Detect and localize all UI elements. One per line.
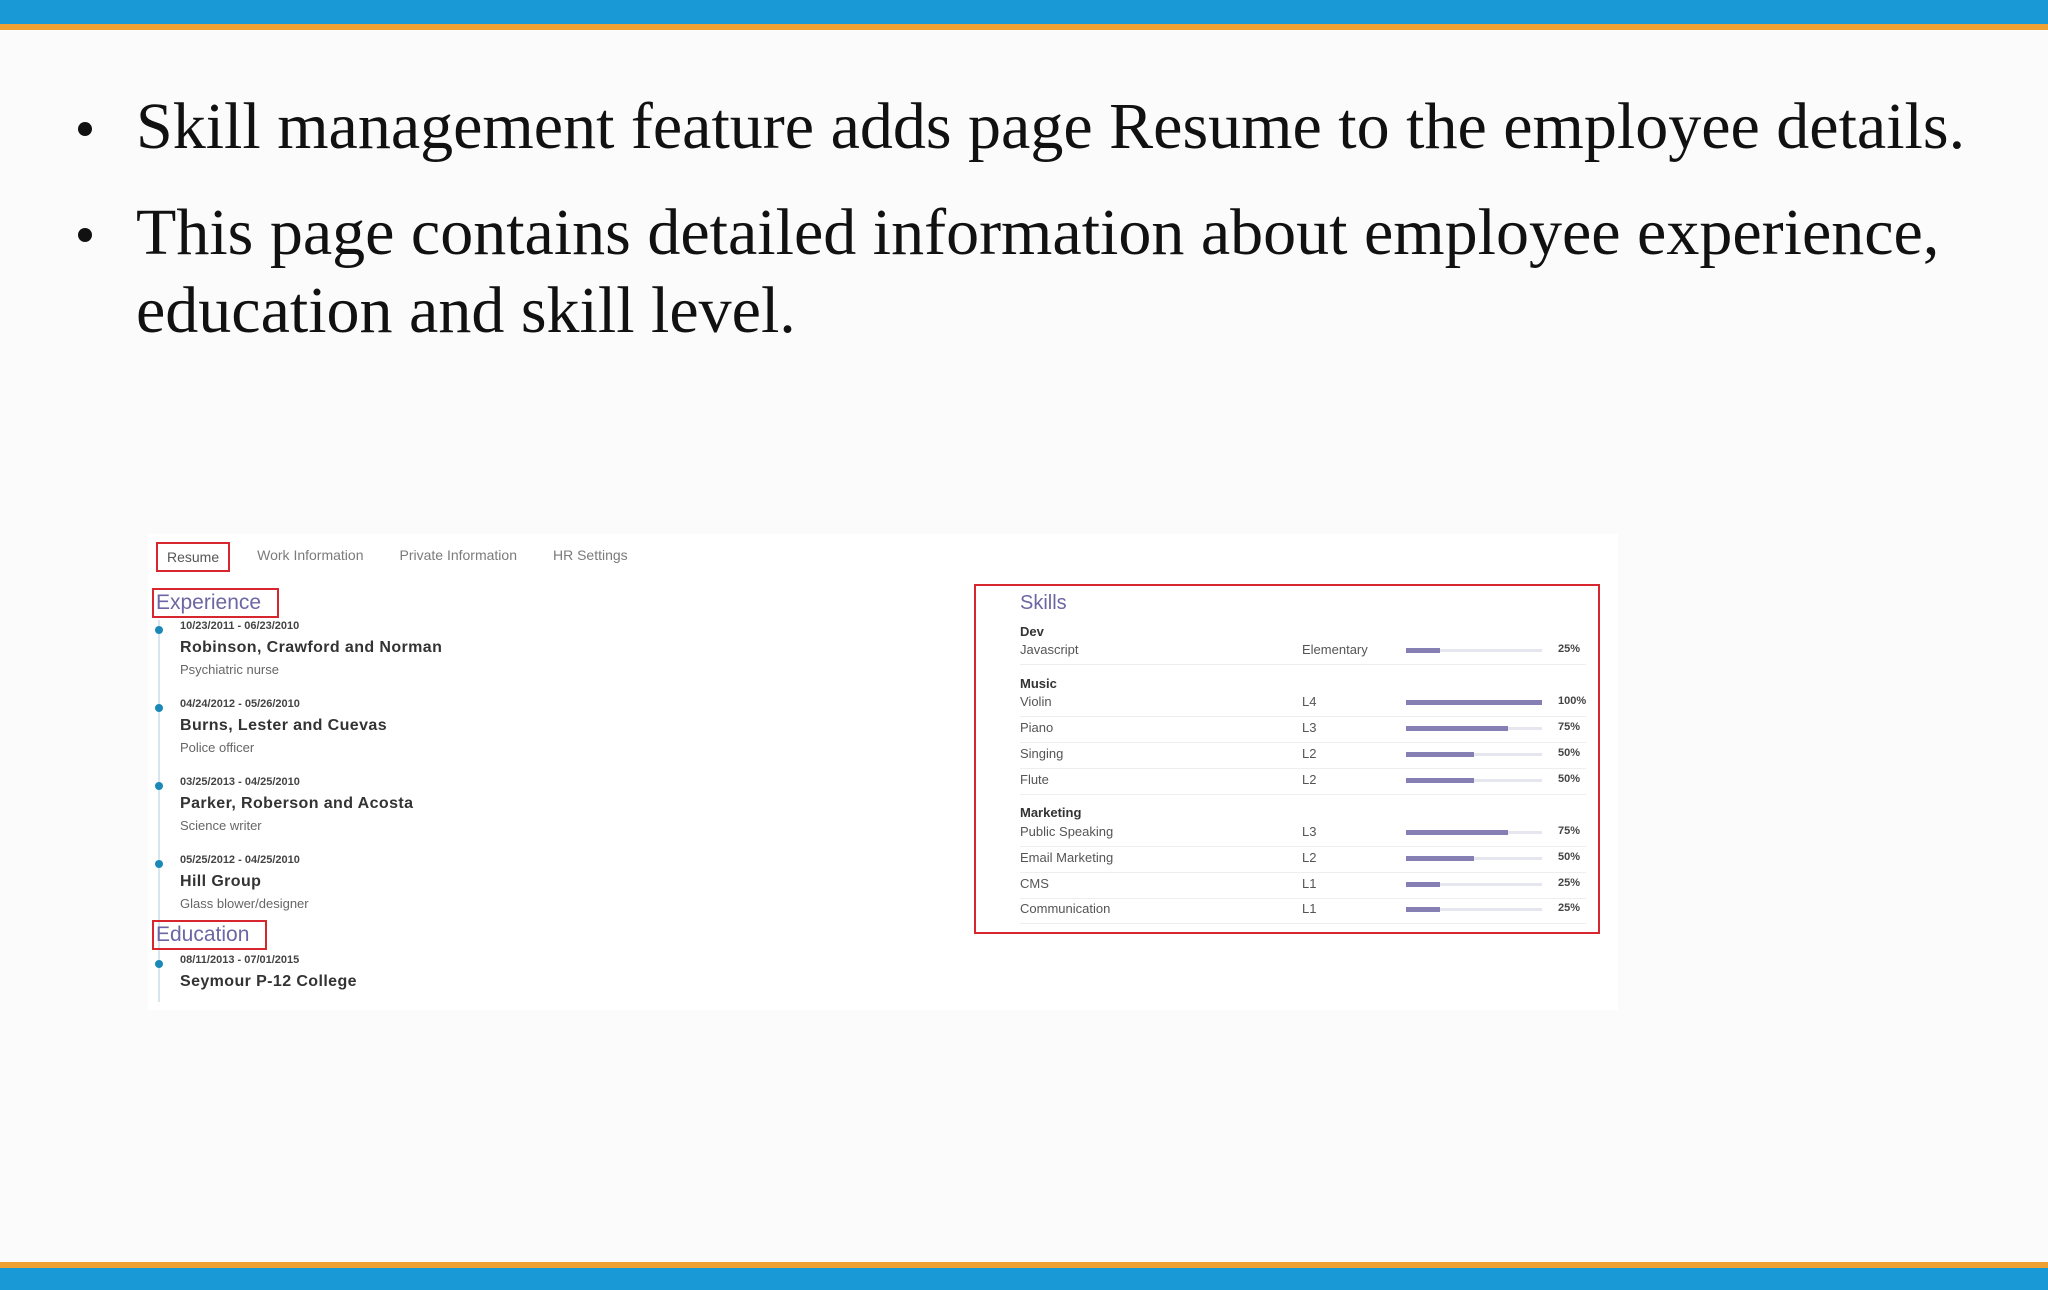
skill-percent: 25% bbox=[1558, 902, 1581, 914]
entry-date: 03/25/2013 - 04/25/2010 bbox=[180, 776, 300, 788]
skill-progress-bar bbox=[1406, 753, 1542, 756]
entry-date: 10/23/2011 - 06/23/2010 bbox=[180, 620, 300, 632]
bottom-banner bbox=[0, 1262, 2048, 1290]
skill-progress-fill bbox=[1406, 907, 1440, 912]
skill-progress-fill bbox=[1406, 700, 1542, 705]
entry-organization: Robinson, Crawford and Norman bbox=[180, 639, 443, 656]
skill-progress-fill bbox=[1406, 882, 1440, 887]
entry-date: 08/11/2013 - 07/01/2015 bbox=[180, 954, 300, 966]
skill-name: Javascript bbox=[1020, 642, 1079, 657]
skill-name: Singing bbox=[1020, 746, 1064, 761]
skill-row bbox=[1020, 718, 1586, 743]
entry-organization: Parker, Roberson and Acosta bbox=[180, 795, 414, 812]
skill-percent: 25% bbox=[1558, 643, 1581, 655]
skill-name: Email Marketing bbox=[1020, 850, 1114, 865]
skill-progress-bar bbox=[1406, 908, 1542, 911]
skill-progress-bar bbox=[1406, 727, 1542, 730]
skill-group-music: Music bbox=[1020, 676, 1057, 691]
skill-progress-bar bbox=[1406, 779, 1542, 782]
top-banner bbox=[0, 0, 2048, 30]
skill-progress-fill bbox=[1406, 830, 1508, 835]
skill-percent: 25% bbox=[1558, 877, 1581, 889]
skill-name: Piano bbox=[1020, 720, 1054, 735]
skill-progress-fill bbox=[1406, 856, 1474, 861]
skill-percent: 100% bbox=[1558, 695, 1587, 707]
skill-row bbox=[1020, 744, 1586, 769]
skill-row bbox=[1020, 874, 1586, 899]
tab-bar bbox=[156, 542, 655, 570]
bullet-dot bbox=[78, 122, 92, 136]
skill-progress-bar bbox=[1406, 831, 1542, 834]
skill-progress-bar bbox=[1406, 649, 1542, 652]
skill-row bbox=[1020, 822, 1586, 847]
entry-role: Psychiatric nurse bbox=[180, 662, 279, 677]
skill-level: L3 bbox=[1302, 720, 1317, 735]
skill-percent: 50% bbox=[1558, 747, 1581, 759]
skill-level: L2 bbox=[1302, 850, 1317, 865]
skill-percent: 75% bbox=[1558, 825, 1581, 837]
entry-role: Glass blower/designer bbox=[180, 896, 309, 911]
skill-group-marketing: Marketing bbox=[1020, 805, 1082, 820]
entry-date: 04/24/2012 - 05/26/2010 bbox=[180, 698, 300, 710]
skill-progress-fill bbox=[1406, 752, 1474, 757]
skill-name: Communication bbox=[1020, 901, 1111, 916]
bullet-2 bbox=[78, 194, 1978, 350]
skill-progress-bar bbox=[1406, 857, 1542, 860]
skill-name: Public Speaking bbox=[1020, 824, 1114, 839]
skill-level: L4 bbox=[1302, 694, 1317, 709]
skill-name: Flute bbox=[1020, 772, 1049, 787]
skill-progress-fill bbox=[1406, 778, 1474, 783]
experience-heading: Experience bbox=[152, 588, 279, 618]
bullet-1-text: Skill management feature adds page Resume to the employee details. bbox=[136, 90, 1966, 163]
skill-group-dev: Dev bbox=[1020, 624, 1044, 639]
skill-percent: 50% bbox=[1558, 773, 1581, 785]
entry-organization: Seymour P-12 College bbox=[180, 973, 357, 990]
skill-level: L1 bbox=[1302, 876, 1317, 891]
skill-row bbox=[1020, 692, 1586, 717]
timeline-dot bbox=[155, 782, 163, 790]
skill-progress-fill bbox=[1406, 648, 1440, 653]
bullet-dot bbox=[78, 228, 92, 242]
skill-level: L2 bbox=[1302, 772, 1317, 787]
tab-hr-settings[interactable]: HR Settings bbox=[552, 547, 628, 563]
skill-name: CMS bbox=[1020, 876, 1049, 891]
timeline-dot bbox=[155, 626, 163, 634]
skill-progress-fill bbox=[1406, 726, 1508, 731]
entry-organization: Burns, Lester and Cuevas bbox=[180, 717, 387, 734]
entry-date: 05/25/2012 - 04/25/2010 bbox=[180, 854, 300, 866]
skills-panel bbox=[974, 584, 1600, 934]
skill-level: L2 bbox=[1302, 746, 1317, 761]
skill-level: L1 bbox=[1302, 901, 1317, 916]
skill-percent: 50% bbox=[1558, 851, 1581, 863]
skills-title: Skills bbox=[1020, 592, 1067, 614]
skill-progress-bar bbox=[1406, 701, 1542, 704]
entry-role: Science writer bbox=[180, 818, 262, 833]
bullet-2-text: This page contains detailed information about employee experience, education and skill level. bbox=[136, 196, 1940, 347]
resume-screenshot bbox=[148, 534, 1618, 1010]
skill-percent: 75% bbox=[1558, 721, 1581, 733]
timeline-dot bbox=[155, 960, 163, 968]
skill-progress-bar bbox=[1406, 883, 1542, 886]
timeline-dot bbox=[155, 860, 163, 868]
entry-role: Police officer bbox=[180, 740, 255, 755]
tab-resume[interactable]: Resume bbox=[156, 542, 230, 572]
skill-row bbox=[1020, 640, 1586, 665]
entry-organization: Hill Group bbox=[180, 873, 262, 890]
tab-private-information[interactable]: Private Information bbox=[399, 547, 517, 563]
skill-row bbox=[1020, 899, 1586, 924]
education-heading: Education bbox=[152, 920, 267, 950]
tab-work-information[interactable]: Work Information bbox=[257, 547, 364, 563]
slide-bullets bbox=[78, 88, 1978, 378]
skill-level: Elementary bbox=[1302, 642, 1368, 657]
skill-level: L3 bbox=[1302, 824, 1317, 839]
timeline-dot bbox=[155, 704, 163, 712]
skill-row bbox=[1020, 848, 1586, 873]
skill-row bbox=[1020, 770, 1586, 795]
bullet-1 bbox=[78, 88, 1978, 166]
skill-name: Violin bbox=[1020, 694, 1052, 709]
